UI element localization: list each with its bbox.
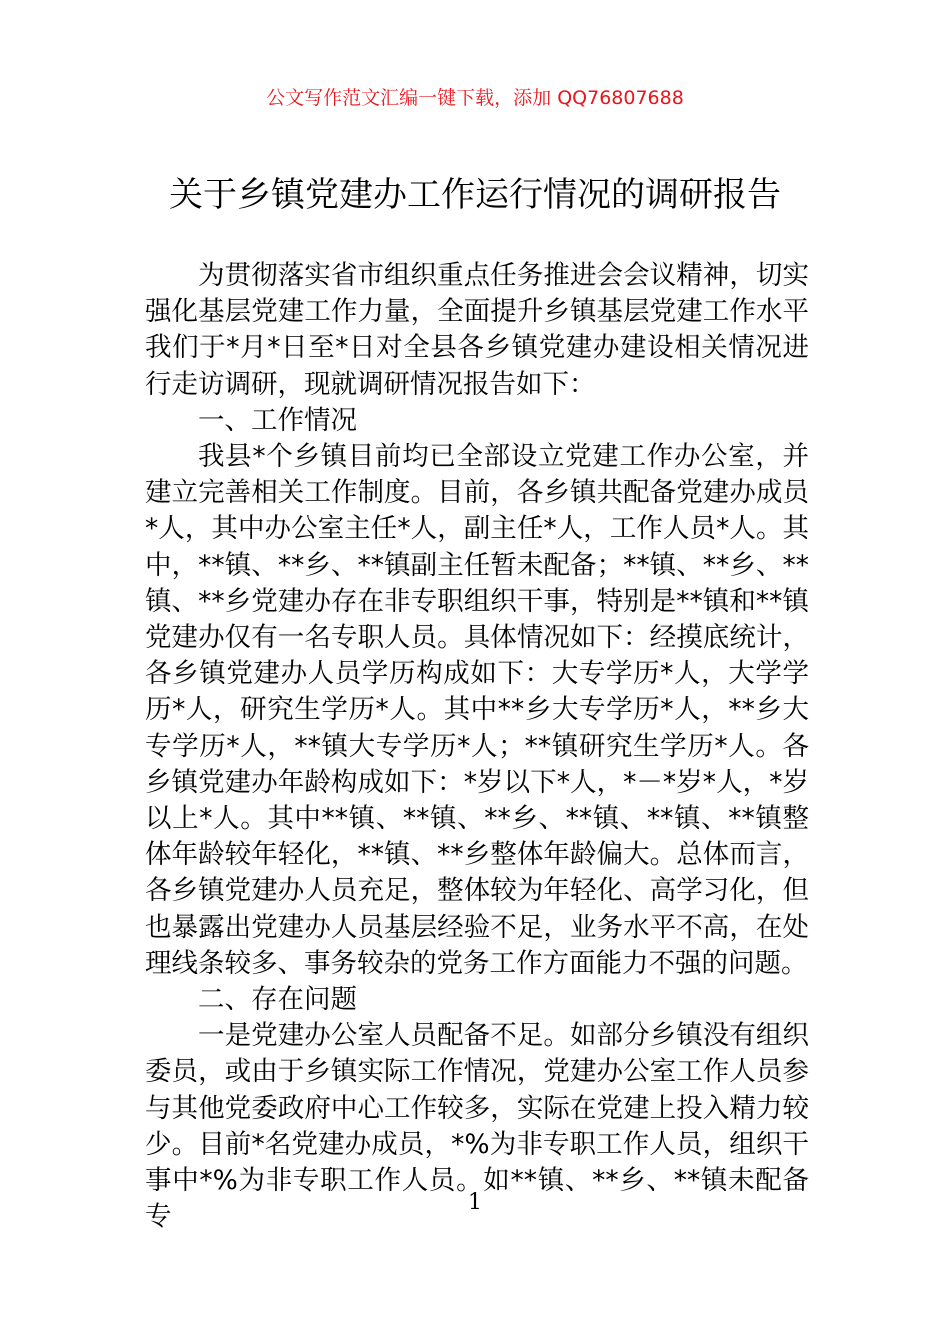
document-title: 关于乡镇党建办工作运行情况的调研报告 <box>169 175 781 215</box>
page-number: 1 <box>468 1190 482 1215</box>
section-heading-problems: 二、存在问题 <box>198 984 357 1016</box>
section-heading-work-status: 一、工作情况 <box>198 404 357 436</box>
header-download-note: 公文写作范文汇编一键下载，添加 QQ76807688 <box>266 87 684 109</box>
intro-paragraph: 为贯彻落实省市组织重点任务推进会会议精神，切实强化基层党建工作力量，全面提升乡镇基层党建工作水平我们于*月*日至*日对全县各乡镇党建办建设相关情况进行走访调研，现就调研情况报告如下： <box>145 260 809 400</box>
work-status-paragraph: 我县*个乡镇目前均已全部设立党建工作办公室，并建立完善相关工作制度。目前，各乡镇共配备党建办成员*人，其中办公室主任*人，副主任*人，工作人员*人。其中，**镇、**乡、**镇副主任暂未配备；**镇、**乡、**镇、**乡党建办存在非专职组织干事，特别是**镇和**镇党建办仅有一名专职人员。具体情况如下：经摸底统计，各乡镇党建办人员学历构成如下：大专学历*人，大学学历*人，研究生学历*人。其中**乡大专学历*人，**乡大专学历*人，**镇大专学历*人；**镇研究生学历*人。各乡镇党建办年龄构成如下：*岁以下*人，*－*岁*人，*岁以上*人。其中**镇、**镇、**乡、**镇、**镇、**镇整体年龄较年轻化，**镇、**乡整体年龄偏大。总体而言，各乡镇党建办人员充足，整体较为年轻化、高学习化，但也暴露出党建办人员基层经验不足，业务水平不高，在处理线条较多、事务较杂的党务工作方面能力不强的问题。 <box>145 441 809 979</box>
problem-paragraph: 一是党建办公室人员配备不足。如部分乡镇没有组织委员，或由于乡镇实际工作情况，党建办公室工作人员参与其他党委政府中心工作较多，实际在党建上投入精力较少。目前*名党建办成员，*%为非专职工作人员，组织干事中*%为非专职工作人员。如**镇、**乡、**镇未配备专 <box>145 1020 809 1233</box>
document-body <box>145 258 809 1235</box>
